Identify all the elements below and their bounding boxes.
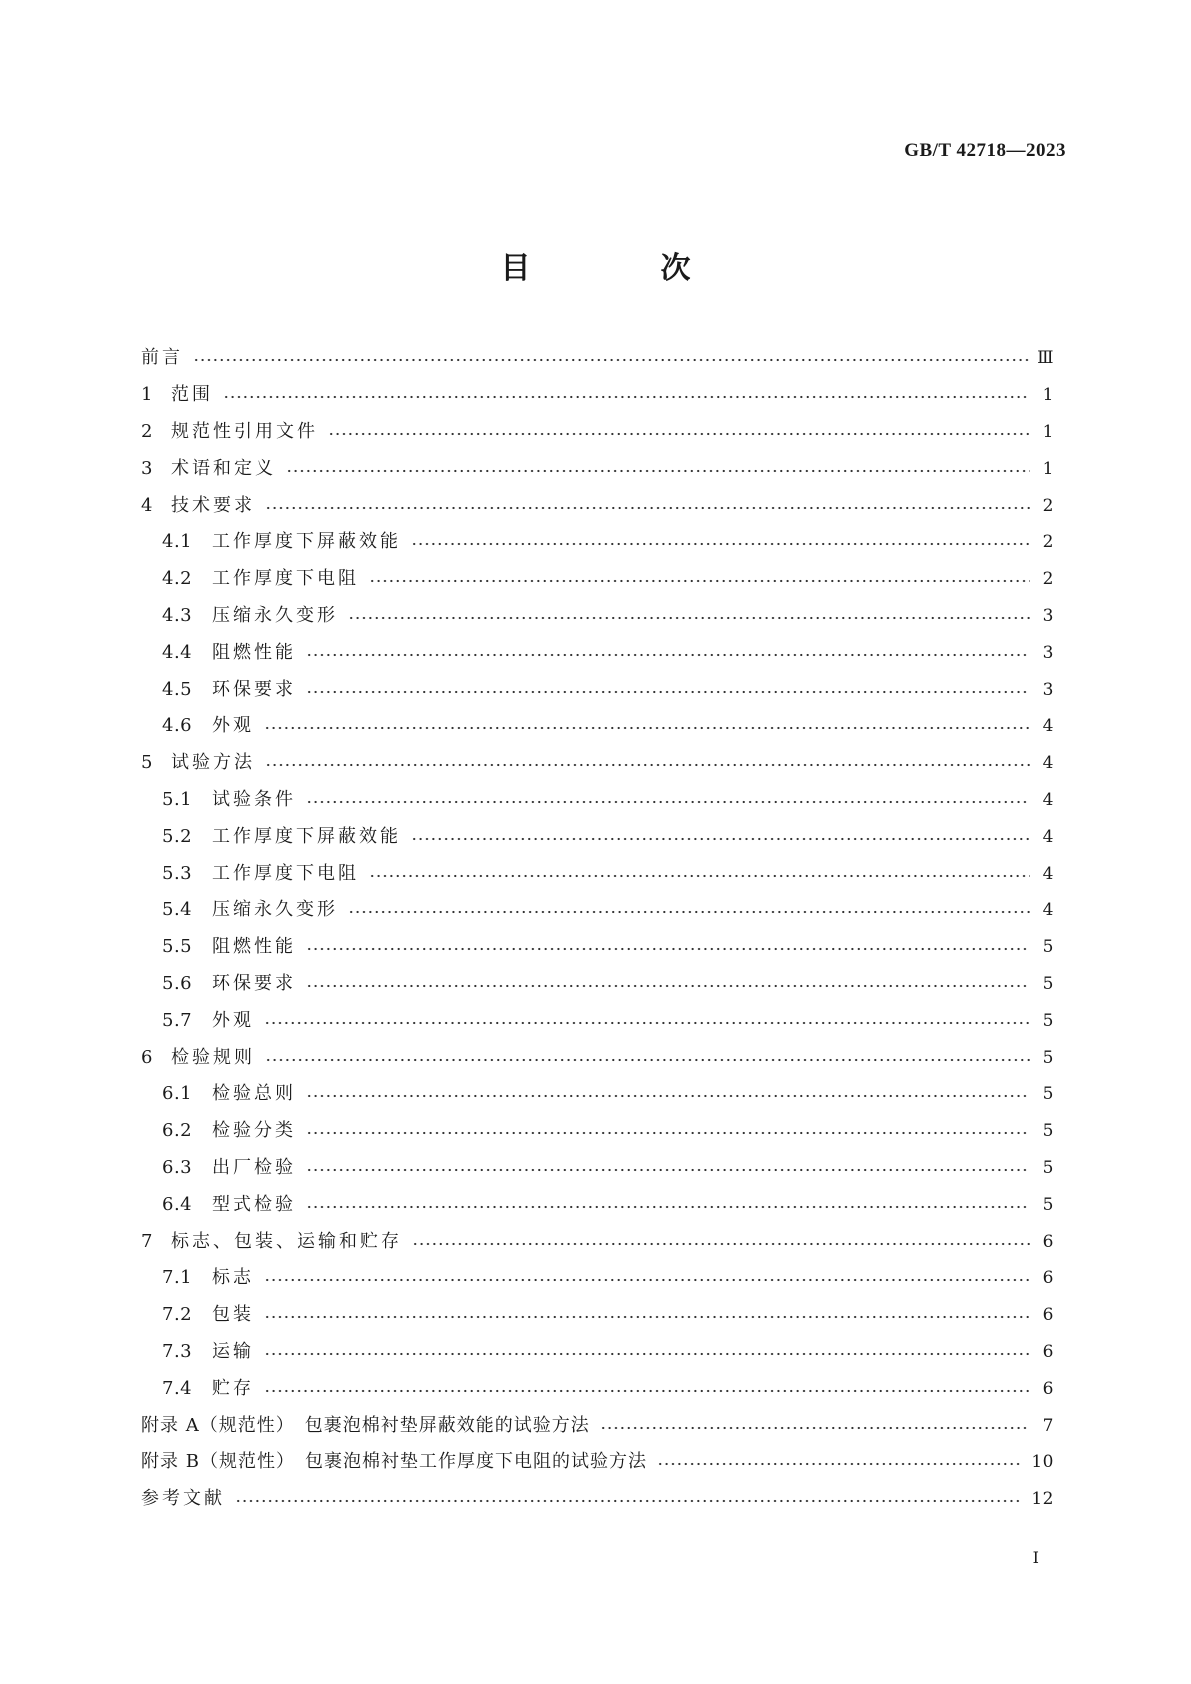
toc-entry-page-number: Ⅲ <box>1037 348 1054 369</box>
toc-entry-label: 附录 B（规范性） 包裹泡棉衬垫工作厚度下电阻的试验方法 <box>141 1451 647 1473</box>
toc-entry-label: 压缩永久变形 <box>212 604 338 626</box>
toc-entry-heading <box>141 1340 254 1364</box>
toc-entry-page-number: 4 <box>1042 863 1054 884</box>
toc-entry-page-number: 1 <box>1042 458 1054 479</box>
dot-leader <box>411 541 1030 547</box>
toc-entry-number: 7 <box>141 1230 153 1252</box>
toc-entry-number: 4.5 <box>162 678 193 700</box>
toc-entry-number: 4.4 <box>162 641 193 663</box>
toc-entry-heading <box>141 1009 254 1033</box>
toc-entry-label: 运输 <box>212 1340 254 1362</box>
table-of-contents <box>141 340 1054 1518</box>
dot-leader <box>306 1093 1030 1099</box>
toc-entry[interactable] <box>141 414 1054 451</box>
toc-entry-page-number: 4 <box>1042 826 1054 847</box>
toc-entry-label: 贮存 <box>212 1377 254 1399</box>
toc-entry-label: 工作厚度下屏蔽效能 <box>212 531 401 553</box>
toc-entry-label: 术语和定义 <box>171 457 276 479</box>
toc-entry[interactable] <box>141 1039 1054 1076</box>
toc-entry[interactable] <box>141 377 1054 414</box>
toc-entry-label: 工作厚度下电阻 <box>212 862 359 884</box>
toc-entry-page-number: 7 <box>1042 1415 1054 1436</box>
toc-entry-number: 5.3 <box>162 862 193 884</box>
page-folio: Ⅰ <box>1032 1548 1039 1567</box>
dot-leader <box>369 873 1030 879</box>
dot-leader <box>264 1314 1030 1320</box>
toc-entry-page-number: 5 <box>1042 1084 1054 1105</box>
toc-entry-heading <box>141 862 359 886</box>
toc-entry-label: 工作厚度下电阻 <box>212 568 359 590</box>
toc-entry[interactable] <box>141 450 1054 487</box>
toc-entry-label: 检验总则 <box>212 1083 296 1105</box>
toc-entry-heading <box>141 530 401 554</box>
toc-entry-page-number: 1 <box>1042 385 1054 406</box>
toc-entry-number: 5.6 <box>162 972 193 994</box>
toc-entry-label: 试验方法 <box>171 752 255 774</box>
dot-leader <box>306 689 1030 695</box>
toc-entry-heading <box>141 1119 296 1143</box>
toc-entry-heading <box>141 457 276 481</box>
toc-entry-heading <box>141 898 338 922</box>
toc-entry-number: 4.2 <box>162 568 193 590</box>
toc-entry-label: 压缩永久变形 <box>212 899 338 921</box>
toc-entry-page-number: 3 <box>1042 605 1054 626</box>
toc-entry-page-number: 6 <box>1042 1305 1054 1326</box>
toc-entry-heading <box>141 1193 296 1217</box>
dot-leader <box>265 1057 1030 1063</box>
toc-entry-page-number: 5 <box>1042 1194 1054 1215</box>
toc-entry-heading <box>141 972 296 996</box>
toc-entry-label: 技术要求 <box>171 494 255 516</box>
toc-entry-heading <box>141 1082 296 1106</box>
toc-entry[interactable] <box>141 1002 1054 1039</box>
dot-leader <box>264 1020 1030 1026</box>
toc-entry-number: 6 <box>141 1046 153 1068</box>
toc-entry-label: 范围 <box>171 384 213 406</box>
toc-entry-label: 附录 A（规范性） 包裹泡棉衬垫屏蔽效能的试验方法 <box>141 1414 590 1436</box>
toc-entry-number: 2 <box>141 420 153 442</box>
toc-entry-page-number: 2 <box>1042 532 1054 553</box>
toc-entry-page-number: 5 <box>1042 1010 1054 1031</box>
toc-entry[interactable] <box>141 745 1054 782</box>
toc-entry-heading <box>141 604 338 628</box>
toc-entry[interactable] <box>141 1481 1054 1518</box>
toc-entry-number: 5.4 <box>162 899 193 921</box>
toc-entry-heading <box>141 751 255 775</box>
toc-entry-label: 标志 <box>212 1267 254 1289</box>
toc-entry-page-number: 4 <box>1042 789 1054 810</box>
toc-entry-page-number: 6 <box>1042 1268 1054 1289</box>
dot-leader <box>328 431 1030 437</box>
toc-entry-page-number: 6 <box>1042 1341 1054 1362</box>
dot-leader <box>600 1425 1030 1431</box>
toc-entry-number: 1 <box>141 384 153 406</box>
toc-entry-heading <box>141 383 213 407</box>
dot-leader <box>306 799 1030 805</box>
toc-entry-page-number: 6 <box>1042 1378 1054 1399</box>
toc-entry[interactable] <box>141 1407 1054 1444</box>
dot-leader <box>193 357 1029 363</box>
toc-entry[interactable] <box>141 1223 1054 1260</box>
toc-entry-number: 3 <box>141 457 153 479</box>
toc-entry-heading <box>141 714 254 738</box>
toc-entry-label: 标志、包装、运输和贮存 <box>171 1230 402 1252</box>
dot-leader <box>265 762 1030 768</box>
dot-leader <box>306 946 1030 952</box>
dot-leader <box>411 836 1030 842</box>
toc-entry-heading <box>141 935 296 959</box>
dot-leader <box>306 983 1030 989</box>
toc-entry[interactable] <box>141 1113 1054 1150</box>
toc-entry[interactable] <box>141 634 1054 671</box>
toc-entry-heading <box>141 1266 254 1290</box>
dot-leader <box>235 1498 1023 1504</box>
toc-entry-heading <box>141 1487 225 1511</box>
toc-entry-label: 外观 <box>212 715 254 737</box>
toc-entry[interactable] <box>141 671 1054 708</box>
toc-entry[interactable] <box>141 340 1054 377</box>
toc-entry[interactable] <box>141 708 1054 745</box>
dot-leader <box>657 1461 1023 1467</box>
toc-entry[interactable] <box>141 598 1054 635</box>
toc-entry-heading <box>141 788 296 812</box>
toc-entry-heading <box>141 567 359 591</box>
toc-entry-heading <box>141 1450 647 1474</box>
toc-entry-heading <box>141 641 296 665</box>
toc-entry-page-number: 4 <box>1042 753 1054 774</box>
toc-entry-number: 7.2 <box>162 1304 193 1326</box>
dot-leader <box>223 394 1030 400</box>
toc-entry-heading <box>141 1377 254 1401</box>
toc-entry-page-number: 10 <box>1031 1452 1054 1473</box>
toc-entry-heading <box>141 1230 402 1254</box>
toc-entry-number: 6.4 <box>162 1193 193 1215</box>
dot-leader <box>264 1277 1030 1283</box>
toc-entry-number: 5.1 <box>162 788 193 810</box>
dot-leader <box>306 1130 1030 1136</box>
dot-leader <box>306 1204 1030 1210</box>
standard-number: GB/T 42718—2023 <box>904 140 1066 161</box>
toc-entry[interactable] <box>141 966 1054 1003</box>
toc-entry-page-number: 5 <box>1042 1121 1054 1142</box>
dot-leader <box>264 725 1030 731</box>
dot-leader <box>286 468 1030 474</box>
toc-entry-page-number: 3 <box>1042 642 1054 663</box>
toc-entry-page-number: 1 <box>1042 421 1054 442</box>
toc-entry-label: 环保要求 <box>212 972 296 994</box>
dot-leader <box>369 578 1030 584</box>
toc-entry-heading <box>141 346 183 370</box>
toc-entry-label: 参考文献 <box>141 1488 225 1510</box>
toc-entry-page-number: 3 <box>1042 679 1054 700</box>
toc-entry-page-number: 6 <box>1042 1231 1054 1252</box>
toc-entry-label: 包装 <box>212 1304 254 1326</box>
toc-entry-number: 6.2 <box>162 1120 193 1142</box>
toc-entry-label: 外观 <box>212 1009 254 1031</box>
toc-entry[interactable] <box>141 1260 1054 1297</box>
toc-entry-heading <box>141 825 401 849</box>
dot-leader <box>348 909 1030 915</box>
toc-entry-number: 5.5 <box>162 936 193 958</box>
toc-entry-page-number: 4 <box>1042 900 1054 921</box>
toc-entry[interactable] <box>141 818 1054 855</box>
dot-leader <box>264 1351 1030 1357</box>
toc-entry[interactable] <box>141 561 1054 598</box>
toc-entry-number: 6.1 <box>162 1083 193 1105</box>
toc-entry[interactable] <box>141 1150 1054 1187</box>
toc-entry-page-number: 5 <box>1042 1047 1054 1068</box>
toc-entry[interactable] <box>141 524 1054 561</box>
toc-entry[interactable] <box>141 929 1054 966</box>
toc-entry[interactable] <box>141 1297 1054 1334</box>
toc-entry-label: 环保要求 <box>212 678 296 700</box>
toc-entry-heading <box>141 678 296 702</box>
toc-entry-number: 7.1 <box>162 1267 193 1289</box>
toc-entry-label: 工作厚度下屏蔽效能 <box>212 825 401 847</box>
toc-entry-page-number: 12 <box>1031 1489 1054 1510</box>
page-title: 目 次 <box>500 251 741 286</box>
toc-entry-label: 阻燃性能 <box>212 641 296 663</box>
toc-entry-heading <box>141 1303 254 1327</box>
toc-entry-label: 阻燃性能 <box>212 936 296 958</box>
toc-entry-number: 7.3 <box>162 1340 193 1362</box>
toc-entry-page-number: 5 <box>1042 1157 1054 1178</box>
toc-entry-label: 检验规则 <box>171 1046 255 1068</box>
toc-entry-page-number: 4 <box>1042 716 1054 737</box>
toc-entry-label: 前言 <box>141 347 183 369</box>
toc-entry-number: 4.6 <box>162 715 193 737</box>
dot-leader <box>412 1241 1030 1247</box>
toc-entry[interactable] <box>141 1370 1054 1407</box>
toc-entry-heading <box>141 420 318 444</box>
dot-leader <box>348 615 1030 621</box>
toc-entry-label: 型式检验 <box>212 1193 296 1215</box>
toc-entry[interactable] <box>141 487 1054 524</box>
toc-entry-page-number: 2 <box>1042 569 1054 590</box>
toc-entry-number: 5.2 <box>162 825 193 847</box>
toc-entry-page-number: 2 <box>1042 495 1054 516</box>
toc-entry-heading <box>141 1414 590 1438</box>
toc-entry-label: 规范性引用文件 <box>171 420 318 442</box>
toc-entry-number: 4.1 <box>162 531 193 553</box>
toc-entry[interactable] <box>141 1076 1054 1113</box>
toc-entry-number: 7.4 <box>162 1377 193 1399</box>
toc-entry-heading <box>141 494 255 518</box>
toc-entry[interactable] <box>141 1334 1054 1371</box>
dot-leader <box>306 652 1030 658</box>
toc-entry[interactable] <box>141 782 1054 819</box>
toc-entry-label: 检验分类 <box>212 1120 296 1142</box>
dot-leader <box>306 1167 1030 1173</box>
toc-entry-number: 4 <box>141 494 153 516</box>
dot-leader <box>264 1388 1030 1394</box>
toc-entry-heading <box>141 1156 296 1180</box>
dot-leader <box>265 505 1030 511</box>
toc-entry-label: 试验条件 <box>212 788 296 810</box>
toc-entry-label: 出厂检验 <box>212 1156 296 1178</box>
toc-entry[interactable] <box>141 892 1054 929</box>
toc-entry[interactable] <box>141 855 1054 892</box>
toc-entry-heading <box>141 1046 255 1070</box>
toc-entry-number: 5 <box>141 752 153 774</box>
toc-entry-number: 5.7 <box>162 1009 193 1031</box>
toc-entry-page-number: 5 <box>1042 937 1054 958</box>
toc-entry-number: 6.3 <box>162 1156 193 1178</box>
toc-entry[interactable] <box>141 1186 1054 1223</box>
toc-entry[interactable] <box>141 1444 1054 1481</box>
toc-entry-page-number: 5 <box>1042 973 1054 994</box>
toc-entry-number: 4.3 <box>162 604 193 626</box>
